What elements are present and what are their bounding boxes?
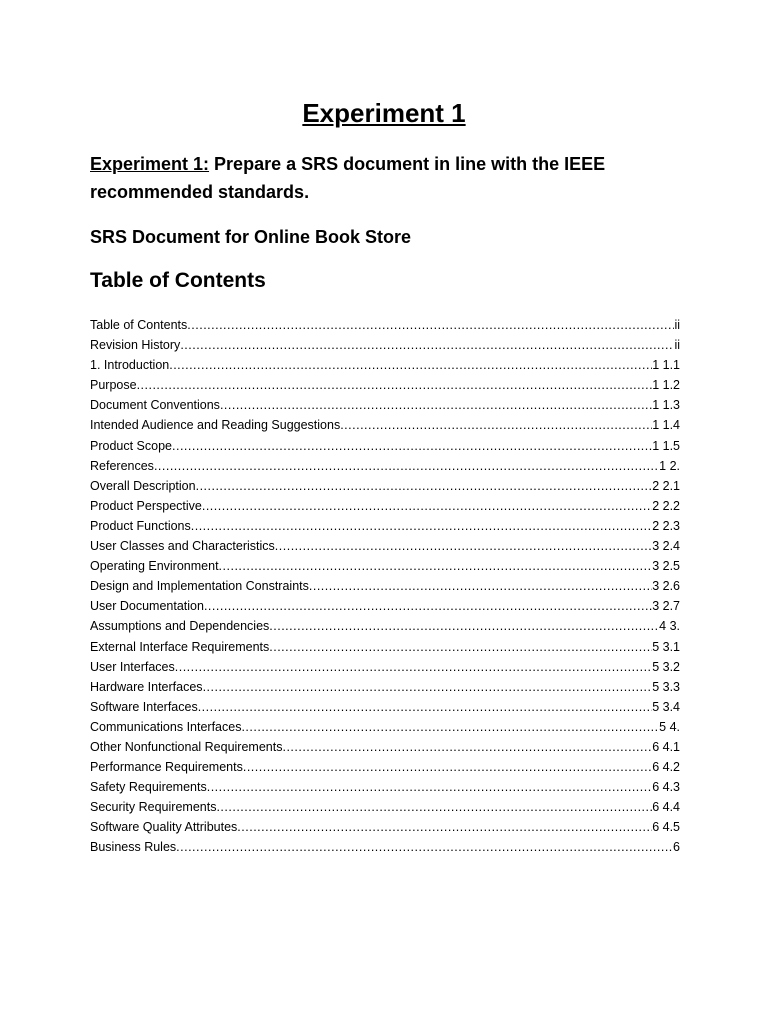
toc-entry-page: 3 2.5 <box>652 559 680 574</box>
toc-entry[interactable] <box>90 596 680 616</box>
toc-leader-dots <box>340 415 652 435</box>
toc-entry-page: 1 1.1 <box>652 358 680 373</box>
toc-leader-dots <box>309 576 652 596</box>
toc-leader-dots <box>180 335 674 355</box>
toc-entry-page: 2 2.3 <box>652 518 680 533</box>
toc-entry-page: 5 3.4 <box>652 699 680 714</box>
toc-entry-page: 5 4. <box>659 719 680 734</box>
toc-entry-page: ii <box>674 338 680 353</box>
toc-entry-page: 3 2.4 <box>652 539 680 554</box>
toc-entry-label: Security Requirements <box>90 800 217 815</box>
toc-entry[interactable] <box>90 817 680 837</box>
toc-leader-dots <box>275 536 652 556</box>
toc-entry-page: 1 1.2 <box>652 378 680 393</box>
toc-leader-dots <box>176 837 673 857</box>
toc-entry-page: 2 2.1 <box>652 478 680 493</box>
toc-entry[interactable] <box>90 657 680 677</box>
toc-entry[interactable] <box>90 556 680 576</box>
toc-leader-dots <box>196 476 653 496</box>
toc-leader-dots <box>269 637 652 657</box>
toc-entry[interactable] <box>90 536 680 556</box>
toc-entry-page: 5 3.3 <box>652 679 680 694</box>
toc-entry[interactable] <box>90 395 680 415</box>
toc-entry-label: User Documentation <box>90 599 204 614</box>
toc-entry-page: 1 1.3 <box>652 398 680 413</box>
toc-entry[interactable] <box>90 335 680 355</box>
toc-entry-label: Table of Contents <box>90 318 188 332</box>
toc-entry-page: 6 4.4 <box>652 800 680 815</box>
experiment-aim-label: Experiment 1: <box>90 154 210 174</box>
toc-entry-page: 3 2.6 <box>652 579 680 594</box>
toc-leader-dots <box>137 375 653 395</box>
toc-entry[interactable] <box>90 476 680 496</box>
toc-entry-page: 6 4.5 <box>652 820 680 835</box>
toc-entry-label: Product Functions <box>90 518 191 533</box>
toc-leader-dots <box>282 737 652 757</box>
toc-entry-label: Intended Audience and Reading Suggestions <box>90 418 341 433</box>
toc-entry-label: Operating Environment <box>90 559 219 574</box>
toc-leader-dots <box>198 697 652 717</box>
toc-leader-dots <box>202 496 652 516</box>
toc-entry[interactable] <box>90 737 680 757</box>
toc-entry-label: External Interface Requirements <box>90 639 270 654</box>
toc-entry[interactable] <box>90 616 680 636</box>
toc-leader-dots <box>220 395 652 415</box>
toc-leader-dots <box>207 777 652 797</box>
toc-entry[interactable] <box>90 637 680 657</box>
toc-entry[interactable] <box>90 415 680 435</box>
experiment-aim-text: Prepare a SRS document in line with the IEEE recommended standards. <box>90 154 606 202</box>
toc-entry-label: Performance Requirements <box>90 760 243 775</box>
toc-entry-label: Hardware Interfaces <box>90 679 203 694</box>
toc-entry[interactable] <box>90 797 680 817</box>
toc-entry-page: 6 4.2 <box>652 760 680 775</box>
toc-leader-dots <box>237 817 652 837</box>
toc-entry-label: Software Interfaces <box>90 699 198 714</box>
toc-entry[interactable] <box>90 677 680 697</box>
toc-leader-dots <box>241 717 659 737</box>
toc-entry[interactable] <box>90 717 680 737</box>
toc-entry-label: Product Perspective <box>90 498 202 513</box>
toc-entry-page: 2 2.2 <box>652 498 680 513</box>
toc-heading: Table of Contents <box>90 269 266 292</box>
toc-entry-label: Overall Description <box>90 478 196 493</box>
toc-leader-dots <box>216 797 652 817</box>
toc-entry-page: 5 3.2 <box>652 659 680 674</box>
toc-leader-dots <box>154 456 659 476</box>
toc-entry[interactable] <box>90 375 680 395</box>
toc-leader-dots <box>203 677 653 697</box>
toc-entry-label: Document Conventions <box>90 398 220 413</box>
toc-entry[interactable] <box>90 576 680 596</box>
toc-entry[interactable] <box>90 456 680 476</box>
toc-leader-dots <box>219 556 653 576</box>
toc-entry-label: User Interfaces <box>90 659 175 674</box>
toc-entry-label: Communications Interfaces <box>90 719 242 734</box>
toc-entry-label: Safety Requirements <box>90 780 207 795</box>
toc-entry-label: References <box>90 458 154 473</box>
toc-entry-label: Business Rules <box>90 840 177 855</box>
toc-entry-page: 6 4.3 <box>652 780 680 795</box>
toc-entry[interactable] <box>90 837 680 857</box>
toc-entry[interactable] <box>90 777 680 797</box>
toc-entry-label: 1. Introduction <box>90 358 170 373</box>
document-title: Experiment 1 <box>302 98 466 128</box>
toc-entry-label: User Classes and Characteristics <box>90 539 275 554</box>
toc-leader-dots <box>204 596 652 616</box>
toc-entry[interactable] <box>90 315 680 335</box>
toc-entry-page: 1 1.5 <box>652 438 680 453</box>
toc-leader-dots <box>269 616 659 636</box>
toc-entry[interactable] <box>90 697 680 717</box>
toc-leader-dots <box>191 516 652 536</box>
toc-leader-dots <box>175 657 652 677</box>
toc-entry-label: Purpose <box>90 378 137 393</box>
toc-entry-page: 6 <box>673 840 680 855</box>
table-of-contents <box>90 315 680 858</box>
toc-entry-page: 1 1.4 <box>652 418 680 433</box>
toc-leader-dots <box>169 355 652 375</box>
toc-entry-label: Design and Implementation Constraints <box>90 579 309 594</box>
toc-entry-label: Assumptions and Dependencies <box>90 619 270 634</box>
toc-entry[interactable] <box>90 496 680 516</box>
toc-leader-dots <box>187 315 674 335</box>
toc-entry-label: Product Scope <box>90 438 172 453</box>
toc-entry-page: 5 3.1 <box>652 639 680 654</box>
toc-entry-page: 3 2.7 <box>652 599 680 614</box>
toc-entry-label: Revision History <box>90 338 181 353</box>
experiment-aim <box>90 150 650 206</box>
document-subtitle: SRS Document for Online Book Store <box>90 227 412 247</box>
toc-entry[interactable] <box>90 516 680 536</box>
toc-entry-page: 1 2. <box>659 458 680 473</box>
toc-leader-dots <box>243 757 652 777</box>
toc-entry[interactable] <box>90 436 680 456</box>
toc-entry-page: ii <box>674 318 680 332</box>
toc-entry-label: Software Quality Attributes <box>90 820 238 835</box>
toc-leader-dots <box>172 436 652 456</box>
toc-entry[interactable] <box>90 757 680 777</box>
toc-entry-label: Other Nonfunctional Requirements <box>90 739 283 754</box>
toc-entry[interactable] <box>90 355 680 375</box>
toc-entry-page: 4 3. <box>659 619 680 634</box>
toc-entry-page: 6 4.1 <box>652 739 680 754</box>
